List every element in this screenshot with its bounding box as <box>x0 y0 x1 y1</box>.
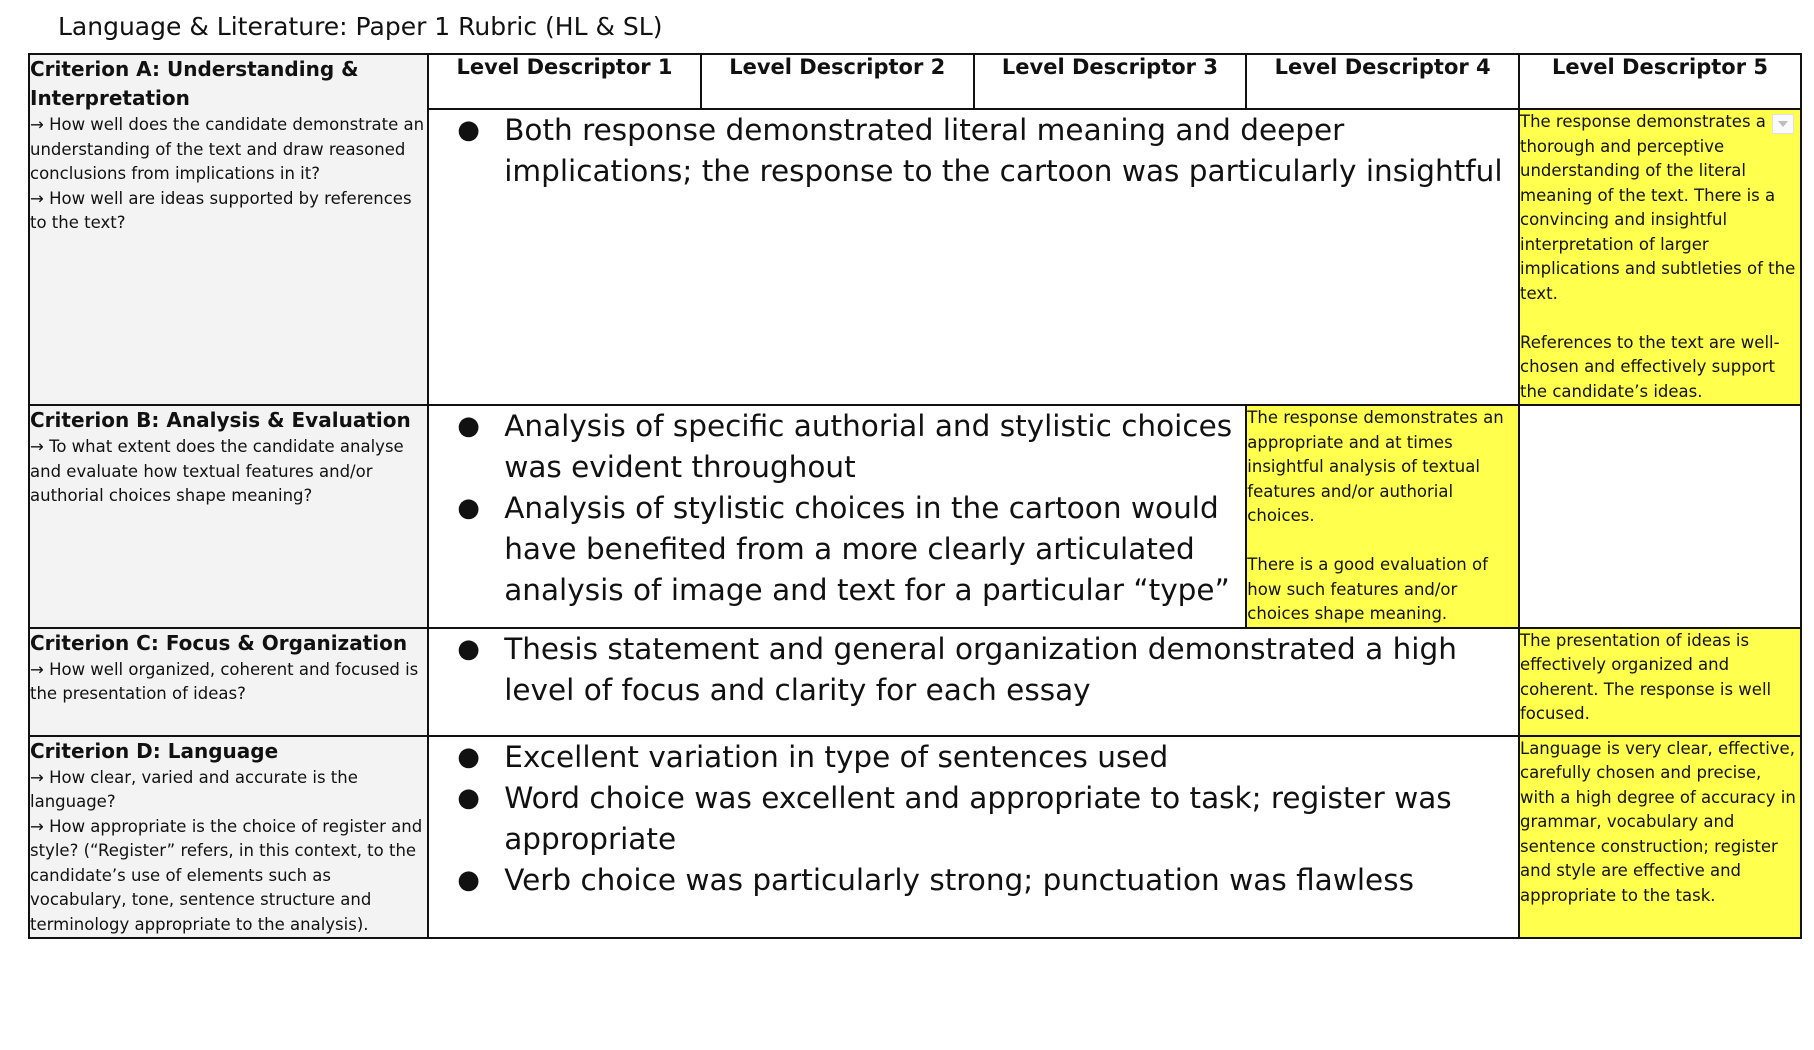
criterion-d-comment: ● Word choice was excellent and appropriate to task; register was appropriate <box>429 778 1510 860</box>
criterion-c-question-1: → How well organized, coherent and focused is the presentation of ideas? <box>30 659 419 703</box>
criterion-d-question-1: → How clear, varied and accurate is the language? <box>30 767 358 811</box>
criterion-c-title: Criterion C: Focus & Organization <box>30 630 408 655</box>
criterion-b-question-1: → To what extent does the candidate analyse and evaluate how textual features and/or authorial choices shape meaning? <box>30 437 404 505</box>
descriptor-paragraph: The response demonstrates a thorough and perceptive understanding of the literal meaning of the text. There is a convincing and insightful interpretation of larger implications and subtleties of the text. <box>1520 112 1796 303</box>
criterion-b-title: Criterion B: Analysis & Evaluation <box>30 408 411 432</box>
descriptor-paragraph: The response demonstrates an appropriate and at times insightful analysis of textual features and/or authorial choices. <box>1247 408 1504 525</box>
document-title: Language & Literature: Paper 1 Rubric (HL & SL) <box>58 12 663 41</box>
descriptor-paragraph: The presentation of ideas is effectively organized and coherent. The response is well focused. <box>1520 630 1772 723</box>
criterion-d-comments[interactable] <box>428 736 1519 939</box>
criterion-a-title: Criterion A: Understanding & Interpretation <box>30 57 359 110</box>
criterion-c-comment: ● Thesis statement and general organization demonstrated a high level of focus and clarity for each essay <box>429 629 1510 711</box>
level-descriptor-3-header[interactable]: Level Descriptor 3 <box>974 54 1247 109</box>
criterion-b-level-4-descriptor[interactable] <box>1246 405 1519 628</box>
criterion-b-comment: ● Analysis of specific authorial and stylistic choices was evident throughout <box>429 406 1237 488</box>
bullet-icon: ● <box>457 633 480 664</box>
criterion-b-comments[interactable] <box>428 405 1246 628</box>
bullet-icon: ● <box>457 782 480 813</box>
level-descriptor-5-header[interactable]: Level Descriptor 5 <box>1519 54 1801 109</box>
rubric-table <box>28 53 1802 939</box>
dropdown-arrow-icon[interactable] <box>1772 114 1794 134</box>
bullet-icon: ● <box>457 493 480 523</box>
criterion-a-question-1: → How well does the candidate demonstrate an understanding of the text and draw reasoned conclusions from implications in it? <box>30 115 425 183</box>
criterion-b-level-5-empty[interactable] <box>1519 405 1801 628</box>
descriptor-paragraph: Language is very clear, effective, carefully chosen and precise, with a high degree of accuracy in grammar, vocabulary and sentence construction; register and style are effective and appropriate to the task. <box>1520 738 1796 905</box>
rubric-header-row <box>29 54 1801 109</box>
criterion-b-comment: ● Analysis of stylistic choices in the cartoon would have benefited from a more clearly articulated analysis of image and text for a particular “type” <box>429 488 1237 611</box>
criterion-a-level-5-descriptor[interactable] <box>1519 109 1801 405</box>
criterion-d-comment: ● Excellent variation in type of sentences used <box>429 737 1510 778</box>
descriptor-paragraph: References to the text are well-chosen and effectively support the candidate’s ideas. <box>1520 332 1780 401</box>
criterion-c-cell[interactable] <box>29 628 428 736</box>
criterion-a-question-2: → How well are ideas supported by references to the text? <box>30 188 412 232</box>
criterion-d-cell[interactable] <box>29 736 428 939</box>
level-descriptor-2-header[interactable]: Level Descriptor 2 <box>701 54 974 109</box>
bullet-icon: ● <box>457 864 480 895</box>
criterion-d-question-2: → How appropriate is the choice of register and style? (“Register” refers, in this context, to the candidate’s use of elements such as vocabulary, tone, sentence structure and terminology appropriate to the analysis). <box>30 816 423 934</box>
criterion-c-level-5-descriptor[interactable] <box>1519 628 1801 736</box>
descriptor-paragraph: There is a good evaluation of how such features and/or choices shape meaning. <box>1247 555 1488 623</box>
criterion-d-row <box>29 736 1801 939</box>
criterion-c-row <box>29 628 1801 736</box>
level-descriptor-1-header[interactable]: Level Descriptor 1 <box>428 54 701 109</box>
criterion-b-cell[interactable] <box>29 405 428 628</box>
bullet-icon: ● <box>457 115 480 145</box>
level-descriptor-4-header[interactable]: Level Descriptor 4 <box>1246 54 1519 109</box>
criterion-b-row <box>29 405 1801 628</box>
criterion-a-comments[interactable] <box>428 109 1519 405</box>
bullet-icon: ● <box>457 411 480 441</box>
criterion-c-comments[interactable] <box>428 628 1519 736</box>
criterion-d-level-5-descriptor[interactable] <box>1519 736 1801 939</box>
bullet-icon: ● <box>457 741 480 772</box>
criterion-d-comment: ● Verb choice was particularly strong; punctuation was flawless <box>429 860 1510 901</box>
criterion-a-cell[interactable] <box>29 54 428 405</box>
criterion-d-title: Criterion D: Language <box>30 738 279 763</box>
criterion-a-comment: ● Both response demonstrated literal meaning and deeper implications; the response to the cartoon was particularly insightful <box>429 110 1510 192</box>
